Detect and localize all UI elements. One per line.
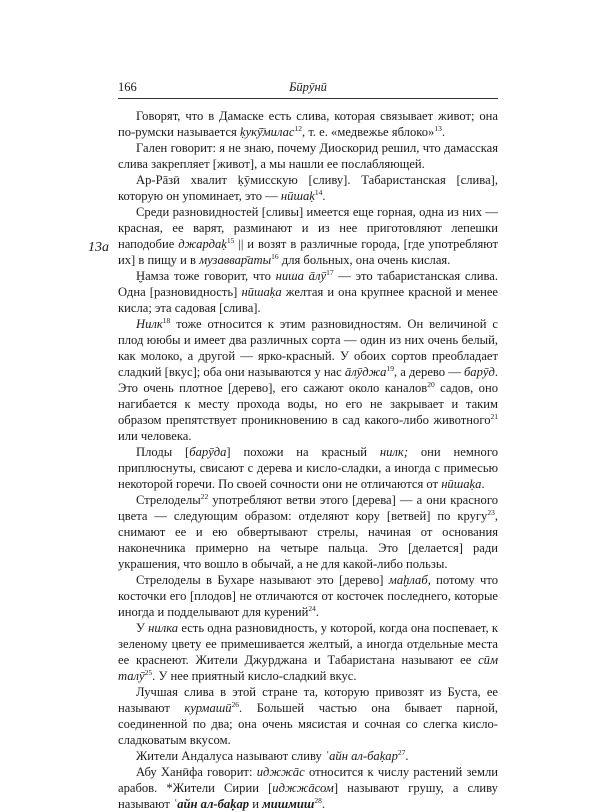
paragraph: Плоды [барӯда] похожи на красный нилк; они немного приплюснуты, свисают с дерева и кисло-сладки, а иногда с примесью некоторой горечи. По своей сочности они не отличаются от нӣшаḳа.	[118, 445, 498, 491]
page-number: 166	[118, 80, 137, 94]
page-header	[118, 80, 498, 96]
paragraph: Говорят, что в Дамаске есть слива, которая связывает живот; она по-румски называется ḳукӯ̄милас$^{12}$, т. е. «медвежье яблоко»$^{13}$.	[118, 109, 498, 139]
body-text	[118, 108, 498, 812]
paragraph: Стрелоделы$^{22}$ употребляют ветви этого [дерева] — а они красного цвета — следующим образом: отделяют кору [ветвей] по кругу$^{23}$, снимают ее и ею обвертывают стрелы, начиная от основания наконечника примерно на четыре пальца. Это [делается] ради украшения, что вошло в обычай, а не для какой-либо пользы.	[118, 491, 498, 571]
header-rule	[118, 98, 498, 99]
paragraph: Жители Андалуса называют сливу ʿайн ал-баḳар$^{27}$.	[136, 747, 409, 763]
paragraph: Лучшая слива в этой стране та, которую привозят из Буста, ее называют курмашӣ$^{26}$. Большей частью она бывает парной, соединенной по два; она очень мясистая и сочная со слегка кисло-сладковатым вкусом.	[118, 685, 498, 747]
paragraph: У нилка есть одна разновидность, у которой, когда она поспевает, к зеленому цвету ее примешивается желтый, а иногда отдельные места ее краснеют. Жители Джурджана и Табаристана называют ее сӣм талӯ$^{25}$. У нее приятный кисло-сладкий вкус.	[118, 621, 498, 683]
paragraph: Абу Ханӣфа говорит: иджжāс относится к числу растений земли арабов. *Жители Сирии [иджжāсом] называют грушу, а сливу называют ʿайн ал-баḳар и мишмиш$^{28}$.	[118, 765, 499, 811]
paragraph: Стрелоделы в Бухаре называют это [дерево] маḫлаб, потому что косточки его [плодов] не отличаются от косточек последнего, которые иногда и подделывают для курений$^{24}$.	[118, 573, 498, 619]
paragraph: Гален говорит: я не знаю, почему Диоскорид решил, что дамасская слива закрепляет [живот], а мы нашли ее послабляющей.	[118, 141, 498, 171]
paragraph: Среди разновидностей [сливы] имеется еще горная, одна из них — красная, ее варят, разминают и из нее приготовляют лепешки наподобие джардаḳ$^{15}$ || и возят в различные города, [где употребляют их] в пищу и в музаввар̄аты$^{16}$ для больных, она очень кислая.	[118, 205, 498, 267]
paragraph: Нилк$^{18}$ тоже относится к этим разновидностям. Он величиной с плод ююбы и имеет два различных сорта — один из них очень белый, как молоко, а другой — ярко-красный. У обоих сортов преобладает сладкий [вкус]; оба они называются у нас āлӯджа$^{19}$, а дерево — барӯд. Это очень плотное [дерево], его сажают около каналов$^{20}$ садов, оно нагибается к месту прохода воды, но его не закрывает и таким образом препятствует проникновению в сад какого-либо животного$^{21}$ или человека.	[118, 315, 499, 443]
paragraph: Ḫамза тоже говорит, что ниша āлӯ$^{17}$ — это табаристанская слива. Одна [разновидность] нӣшаḳа желтая и она крупнее красной и менее кисла; эта садовая [слива].	[118, 267, 498, 315]
margin-folio-note: 13a	[88, 240, 109, 255]
paragraph: Ар-Рāзӣ хвалит ḳӯмисскую [сливу]. Табаристанская [слива], которую он упоминает, это — нӣшаḳ$^{14}$.	[118, 173, 498, 203]
running-title: Бӣрӯнӣ	[289, 80, 327, 94]
